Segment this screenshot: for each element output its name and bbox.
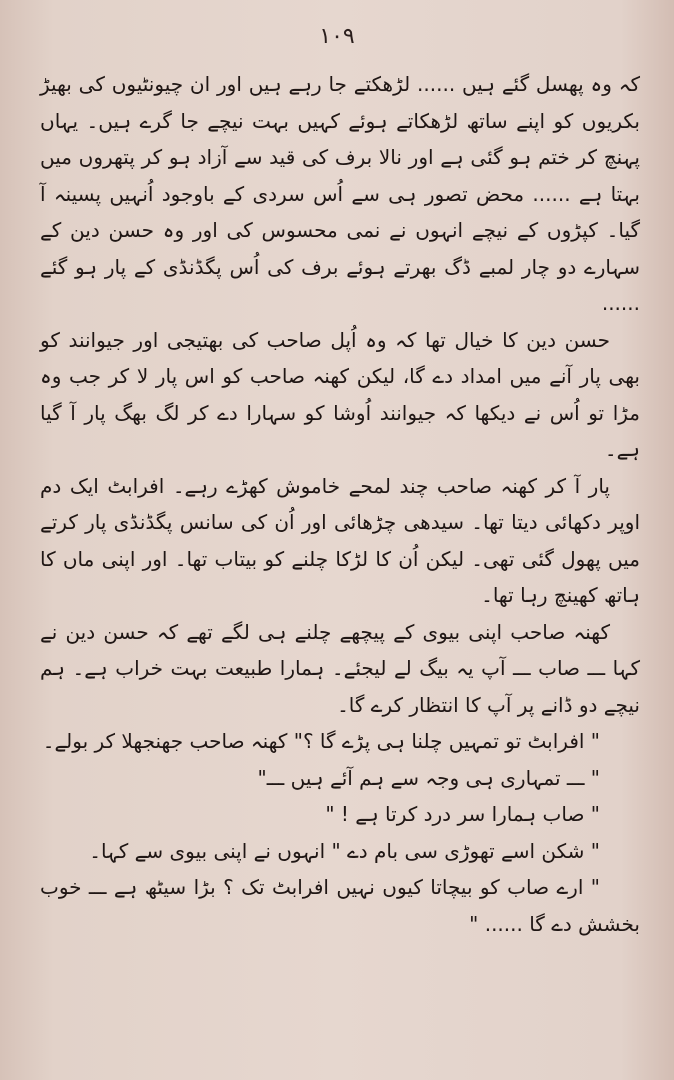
paragraph-2: حسن دین کا خیال تھا کہ وہ اُپل صاحب کی بھتیجی اور جیوانند کو بھی پار آنے میں امداد دے گا، لیکن کھنہ صاحب کو اس پار لا کر جب وہ مڑا تو اُس نے دیکھا کہ جیوانند اُوشا کو سہارا دے کر لگ بھگ پار آ گیا ہے۔ — [40, 327, 640, 461]
page-body-text — [40, 66, 640, 942]
page-number: ١٠٩ — [319, 24, 355, 49]
paragraph-1: کہ وہ پھسل گئے ہیں ...... لڑھکتے جا رہے ہیں اور ان چیونٹیوں کی بھیڑ بکریوں کو اپنے ساتھ لڑھکاتے ہوئے کہیں بہت نیچے جا گرے ہیں۔ یہاں پہنچ کر ختم ہو گئی ہے اور نالا برف کی قید سے آزاد ہو کر پتھروں میں بہتا ہے ...... محض تصور ہی سے اُس سردی کے باوجود اُنہیں پسینہ آ گیا۔ کپڑوں کے نیچے انہوں نے نمی محسوس کی اور وہ حسن دین کے سہارے دو چار لمبے ڈگ بھرتے ہوئے برف کی اُس پگڈنڈی کے پار ہو گئے ...... — [40, 72, 640, 315]
paragraph-3: پار آ کر کھنہ صاحب چند لمحے خاموش کھڑے رہے۔ افرابٹ ایک دم اوپر دکھائی دیتا تھا۔ سیدھی چڑھائی اور اُن کی سانس پگڈنڈی پار کرتے میں پھول گئی تھی۔ لیکن اُن کا لڑکا چلنے کو بیتاب تھا۔ اور اپنی ماں کا ہاتھ کھینچ رہا تھا۔ — [40, 473, 640, 607]
paragraph-4: کھنہ صاحب اپنی بیوی کے پیچھے چلنے ہی لگے تھے کہ حسن دین نے کہا ـــ صاب ـــ آپ یہ بیگ لے لیجئے۔ ہمارا طبیعت بہت خراب ہے۔ ہم نیچے دو ڈانے پر آپ کا انتظار کرے گا۔ — [40, 619, 640, 717]
dialogue-line-5: " ارے صاب کو بیچاتا کیوں نہیں افرابٹ تک ؟ بڑا سیٹھ ہے ـــ خوب بخشش دے گا ...... " — [40, 875, 640, 936]
dialogue-line-2: " ـــ تمہاری ہی وجہ سے ہم آئے ہیں ـــ" — [257, 765, 600, 790]
dialogue-line-4: " شکن اسے تھوڑی سی بام دے " انہوں نے اپنی بیوی سے کہا۔ — [89, 838, 600, 863]
dialogue-line-3: " صاب ہمارا سر درد کرتا ہے ! " — [325, 802, 600, 826]
dialogue-line-1: " افرابٹ تو تمہیں چلنا ہی پڑے گا ؟" کھنہ صاحب جھنجھلا کر بولے۔ — [42, 729, 600, 753]
